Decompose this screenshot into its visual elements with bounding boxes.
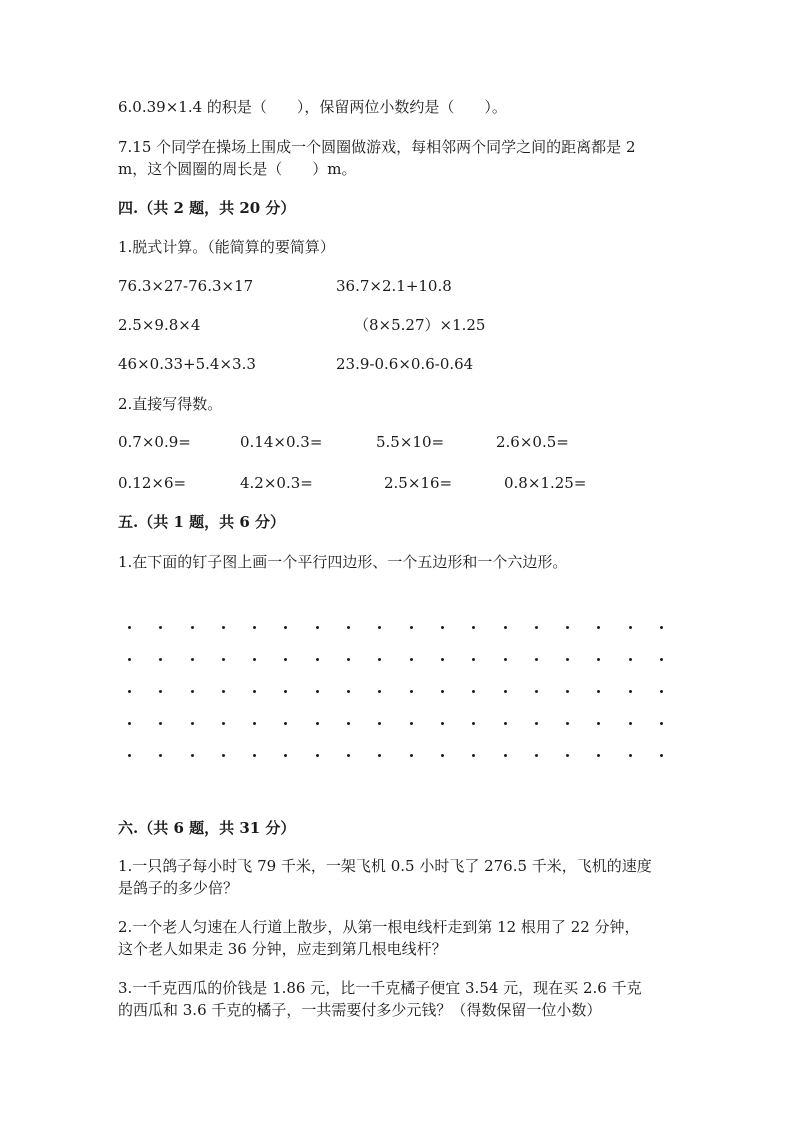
peg-dot bbox=[441, 690, 444, 693]
peg-dot bbox=[441, 754, 444, 757]
peg-dot bbox=[316, 690, 319, 693]
peg-dot bbox=[566, 690, 569, 693]
peg-dot bbox=[410, 754, 413, 757]
peg-dot bbox=[159, 690, 162, 693]
peg-dot bbox=[253, 754, 256, 757]
calc-expression: 36.7×2.1+10.8 bbox=[336, 277, 452, 295]
peg-dot bbox=[410, 722, 413, 725]
peg-dot bbox=[504, 722, 507, 725]
peg-dot bbox=[629, 690, 632, 693]
section-6-q2-line-2: 这个老人如果走 36 分钟，应走到第几根电线杆？ bbox=[118, 940, 447, 958]
peg-dot bbox=[159, 754, 162, 757]
peg-dot bbox=[284, 690, 287, 693]
peg-dot bbox=[629, 754, 632, 757]
peg-dot bbox=[347, 722, 350, 725]
peg-dot bbox=[222, 722, 225, 725]
peg-dot bbox=[191, 754, 194, 757]
peg-dot bbox=[316, 722, 319, 725]
peg-dot bbox=[284, 754, 287, 757]
peg-dot bbox=[191, 690, 194, 693]
peg-dot bbox=[316, 754, 319, 757]
calc-expression: 2.5×9.8×4 bbox=[118, 316, 201, 334]
peg-dot bbox=[472, 658, 475, 661]
question-7-line-1: 7.15 个同学在操场上围成一个圆圈做游戏，每相邻两个同学之间的距离都是 2 bbox=[118, 138, 636, 156]
section-4-heading: 四.（共 2 题，共 20 分） bbox=[118, 199, 296, 217]
peg-dot bbox=[472, 754, 475, 757]
peg-dot bbox=[566, 754, 569, 757]
peg-dot bbox=[222, 658, 225, 661]
section-6-q2-line-1: 2.一个老人匀速在人行道上散步，从第一根电线杆走到第 12 根用了 22 分钟， bbox=[118, 918, 640, 936]
peg-dot bbox=[222, 690, 225, 693]
peg-dot bbox=[191, 658, 194, 661]
peg-dot bbox=[222, 626, 225, 629]
oral-calc-item: 0.14×0.3= bbox=[240, 433, 323, 451]
oral-calc-item: 0.7×0.9= bbox=[118, 433, 191, 451]
peg-dot bbox=[597, 626, 600, 629]
section-6-q1-line-2: 是鸽子的多少倍？ bbox=[118, 879, 239, 897]
peg-dot bbox=[472, 722, 475, 725]
peg-dot bbox=[378, 754, 381, 757]
oral-calc-item: 0.12×6= bbox=[118, 474, 187, 492]
section-6-q3-line-1: 3.一千克西瓜的价钱是 1.86 元，比一千克橘子便宜 3.54 元，现在买 2.6 千克 bbox=[118, 979, 642, 997]
peg-dot bbox=[253, 690, 256, 693]
peg-dot bbox=[253, 626, 256, 629]
oral-calc-item: 4.2×0.3= bbox=[240, 474, 313, 492]
peg-dot bbox=[629, 626, 632, 629]
peg-dot bbox=[566, 658, 569, 661]
peg-dot bbox=[597, 690, 600, 693]
peg-dot bbox=[472, 690, 475, 693]
peg-dot bbox=[660, 754, 663, 757]
peg-dot bbox=[284, 626, 287, 629]
peg-dot bbox=[504, 754, 507, 757]
peg-dot bbox=[629, 658, 632, 661]
peg-dot bbox=[410, 690, 413, 693]
calc-expression: 23.9-0.6×0.6-0.64 bbox=[336, 355, 474, 373]
section-5-heading: 五.（共 1 题，共 6 分） bbox=[118, 513, 285, 531]
peg-dot bbox=[316, 626, 319, 629]
oral-calc-item: 2.5×16= bbox=[384, 474, 453, 492]
peg-dot bbox=[128, 626, 131, 629]
pegboard-dot-grid[interactable] bbox=[128, 626, 673, 776]
peg-dot bbox=[597, 658, 600, 661]
peg-dot bbox=[504, 658, 507, 661]
section-6-heading: 六.（共 6 题，共 31 分） bbox=[118, 819, 296, 837]
peg-dot bbox=[347, 754, 350, 757]
peg-dot bbox=[629, 722, 632, 725]
peg-dot bbox=[535, 658, 538, 661]
peg-dot bbox=[378, 626, 381, 629]
calc-expression: （8×5.27）×1.25 bbox=[354, 316, 486, 334]
peg-dot bbox=[597, 722, 600, 725]
peg-dot bbox=[535, 690, 538, 693]
peg-dot bbox=[504, 626, 507, 629]
peg-dot bbox=[128, 658, 131, 661]
peg-dot bbox=[410, 626, 413, 629]
peg-dot bbox=[128, 722, 131, 725]
calc-expression: 76.3×27-76.3×17 bbox=[118, 277, 254, 295]
peg-dot bbox=[347, 690, 350, 693]
peg-dot bbox=[378, 690, 381, 693]
oral-calc-item: 5.5×10= bbox=[376, 433, 445, 451]
peg-dot bbox=[660, 658, 663, 661]
peg-dot bbox=[347, 658, 350, 661]
question-6: 6.0.39×1.4 的积是（ ），保留两位小数约是（ ）。 bbox=[118, 98, 507, 116]
peg-dot bbox=[441, 626, 444, 629]
peg-dot bbox=[253, 658, 256, 661]
peg-dot bbox=[378, 722, 381, 725]
peg-dot bbox=[597, 754, 600, 757]
peg-dot bbox=[566, 722, 569, 725]
question-7-line-2: m，这个圆圈的周长是（ ）m。 bbox=[118, 160, 357, 178]
oral-calc-item: 0.8×1.25= bbox=[504, 474, 587, 492]
peg-dot bbox=[159, 626, 162, 629]
peg-dot bbox=[284, 658, 287, 661]
section-6-q3-line-2: 的西瓜和 3.6 千克的橘子，一共需要付多少元钱？（得数保留一位小数） bbox=[118, 1001, 602, 1019]
peg-dot bbox=[504, 690, 507, 693]
peg-dot bbox=[159, 722, 162, 725]
peg-dot bbox=[347, 626, 350, 629]
peg-dot bbox=[660, 690, 663, 693]
peg-dot bbox=[660, 626, 663, 629]
peg-dot bbox=[222, 754, 225, 757]
section-5-q1: 1.在下面的钉子图上画一个平行四边形、一个五边形和一个六边形。 bbox=[118, 553, 568, 571]
peg-dot bbox=[378, 658, 381, 661]
section-4-q1-title: 1.脱式计算。（能简算的要简算） bbox=[118, 238, 335, 256]
peg-dot bbox=[441, 722, 444, 725]
peg-dot bbox=[535, 626, 538, 629]
oral-calc-item: 2.6×0.5= bbox=[496, 433, 569, 451]
peg-dot bbox=[191, 722, 194, 725]
peg-dot bbox=[472, 626, 475, 629]
peg-dot bbox=[535, 722, 538, 725]
peg-dot bbox=[316, 658, 319, 661]
peg-dot bbox=[128, 754, 131, 757]
peg-dot bbox=[284, 722, 287, 725]
calc-expression: 46×0.33+5.4×3.3 bbox=[118, 355, 256, 373]
peg-dot bbox=[441, 658, 444, 661]
peg-dot bbox=[410, 658, 413, 661]
peg-dot bbox=[566, 626, 569, 629]
section-4-q2-title: 2.直接写得数。 bbox=[118, 395, 223, 413]
section-6-q1-line-1: 1.一只鸽子每小时飞 79 千米，一架飞机 0.5 小时飞了 276.5 千米，飞机的速度 bbox=[118, 857, 652, 875]
peg-dot bbox=[253, 722, 256, 725]
peg-dot bbox=[191, 626, 194, 629]
peg-dot bbox=[128, 690, 131, 693]
peg-dot bbox=[159, 658, 162, 661]
peg-dot bbox=[660, 722, 663, 725]
peg-dot bbox=[535, 754, 538, 757]
